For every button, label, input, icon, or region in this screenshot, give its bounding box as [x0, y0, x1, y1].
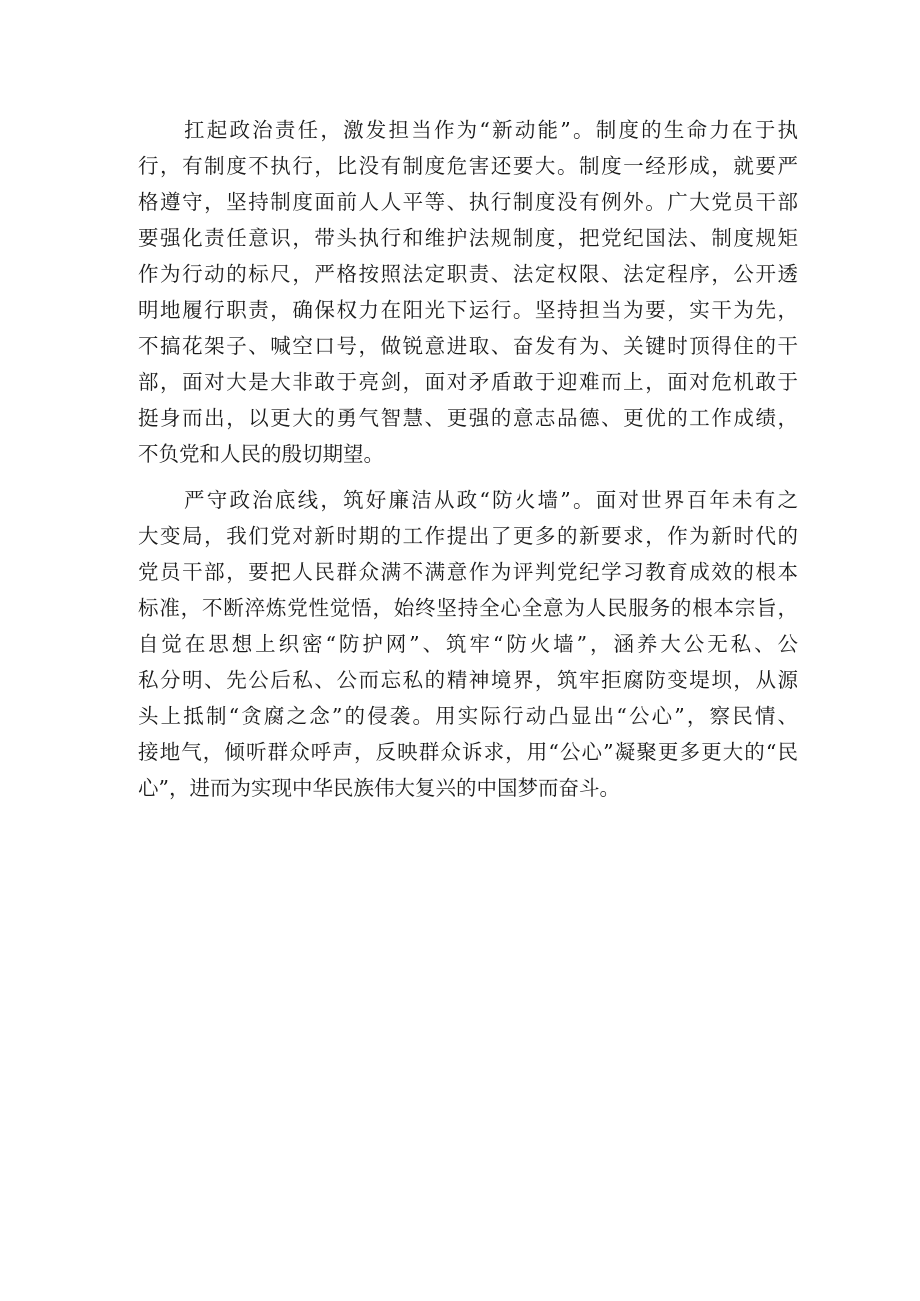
- text-line: 党员干部，要把人民群众满不满意作为评判党纪学习教育成效的根本: [138, 560, 798, 584]
- text-line: 头上抵制“贪腐之念”的侵袭。用实际行动凸显出“公心”，察民情、: [138, 704, 798, 728]
- text-line: 不搞花架子、喊空口号，做锐意进取、奋发有为、关键时顶得住的干: [138, 334, 798, 358]
- text-line: 行，有制度不执行，比没有制度危害还要大。制度一经形成，就要严: [138, 154, 798, 178]
- text-line: 大变局，我们党对新时期的工作提出了更多的新要求，作为新时代的: [138, 524, 798, 548]
- text-line: 自觉在思想上织密“防护网”、筑牢“防火墙”，涵养大公无私、公: [138, 632, 798, 656]
- text-line: 心”，进而为实现中华民族伟大复兴的中国梦而奋斗。: [138, 776, 620, 800]
- paragraph-gap: [138, 476, 798, 486]
- text-line: 不负党和人民的殷切期望。: [138, 442, 384, 466]
- paragraph-political-bottom-line: [138, 486, 798, 810]
- text-line: 严守政治底线，筑好廉洁从政“防火墙”。面对世界百年未有之: [184, 488, 798, 512]
- text-line: 明地履行职责，确保权力在阳光下运行。坚持担当为要，实干为先，: [138, 298, 798, 322]
- paragraph-political-responsibility: [138, 116, 798, 476]
- text-line: 挺身而出，以更大的勇气智慧、更强的意志品德、更优的工作成绩，: [138, 406, 798, 430]
- document-body: [138, 116, 798, 810]
- text-line: 接地气，倾听群众呼声，反映群众诉求，用“公心”凝聚更多更大的“民: [138, 740, 798, 764]
- text-line: 作为行动的标尺，严格按照法定职责、法定权限、法定程序，公开透: [138, 262, 798, 286]
- text-line: 私分明、先公后私、公而忘私的精神境界，筑牢拒腐防变堤坝，从源: [138, 668, 798, 692]
- text-line: 标准，不断淬炼党性觉悟，始终坚持全心全意为人民服务的根本宗旨，: [138, 596, 798, 620]
- text-line: 扛起政治责任，激发担当作为“新动能”。制度的生命力在于执: [184, 118, 798, 142]
- text-line: 要强化责任意识，带头执行和维护法规制度，把党纪国法、制度规矩: [138, 226, 798, 250]
- text-line: 格遵守，坚持制度面前人人平等、执行制度没有例外。广大党员干部: [138, 190, 798, 214]
- text-line: 部，面对大是大非敢于亮剑，面对矛盾敢于迎难而上，面对危机敢于: [138, 370, 798, 394]
